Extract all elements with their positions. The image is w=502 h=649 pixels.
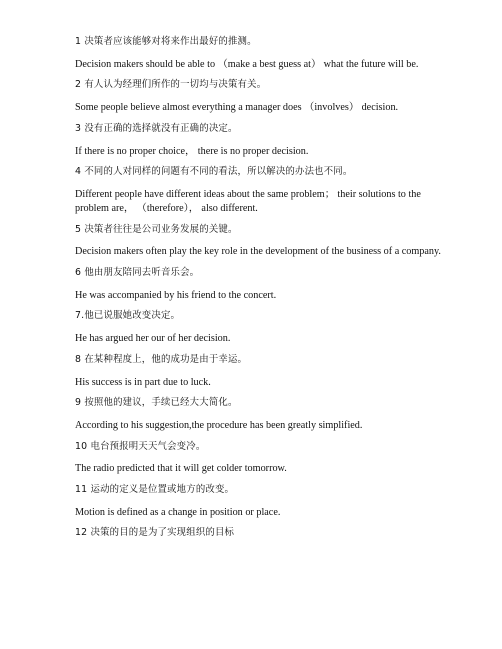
item-8-english: His success is in part due to luck. [75, 376, 211, 388]
item-11-chinese: 11 运动的定义是位置或地方的改变。 [75, 483, 235, 495]
item-4-english-line-2: problem are， （therefore）， also different. [75, 202, 258, 214]
item-1-chinese: 1 决策者应该能够对将来作出最好的推测。 [75, 36, 257, 47]
item-3-english: If there is no proper choice， there is no proper decision. [75, 145, 309, 157]
item-9-chinese: 9 按照他的建议，手续已经大大简化。 [75, 397, 238, 409]
item-11-english: Motion is defined as a change in position or place. [75, 506, 281, 518]
item-6-english: He was accompanied by his friend to the concert. [75, 289, 277, 301]
item-7-english: He has argued her our of her decision. [75, 333, 231, 345]
item-12-chinese: 12 决策的目的是为了实现组织的目标 [75, 527, 235, 539]
item-9-english: According to his suggestion,the procedure has been greatly simplified. [75, 419, 363, 431]
item-2-chinese: 2 有人认为经理们所作的一切均与决策有关。 [75, 79, 267, 91]
item-5-chinese: 5 决策者往往是公司业务发展的关键。 [75, 223, 238, 235]
item-2-english: Some people believe almost everything a manager does （involves） decision. [75, 102, 399, 114]
item-1-english: Decision makers should be able to （make a best guess at） what the future will be. [75, 58, 419, 70]
item-6-chinese: 6 他由朋友陪同去听音乐会。 [75, 266, 200, 278]
item-8-chinese: 8 在某种程度上，他的成功是由于幸运。 [75, 353, 248, 365]
item-4-chinese: 4 不同的人对同样的问题有不同的看法，所以解决的办法也不同。 [75, 166, 353, 178]
item-3-chinese: 3 没有正确的选择就没有正确的决定。 [75, 122, 238, 134]
item-10-chinese: 10 电台预报明天天气会变冷。 [75, 440, 206, 452]
item-10-english: The radio predicted that it will get colder tomorrow. [75, 463, 287, 475]
item-7-chinese: 7.他已说服她改变决定。 [75, 310, 181, 322]
document-body [75, 36, 441, 539]
item-4-english-line-1: Different people have different ideas about the same problem； their solutions to the [75, 188, 421, 200]
item-5-english: Decision makers often play the key role in the development of the business of a company. [75, 246, 441, 258]
